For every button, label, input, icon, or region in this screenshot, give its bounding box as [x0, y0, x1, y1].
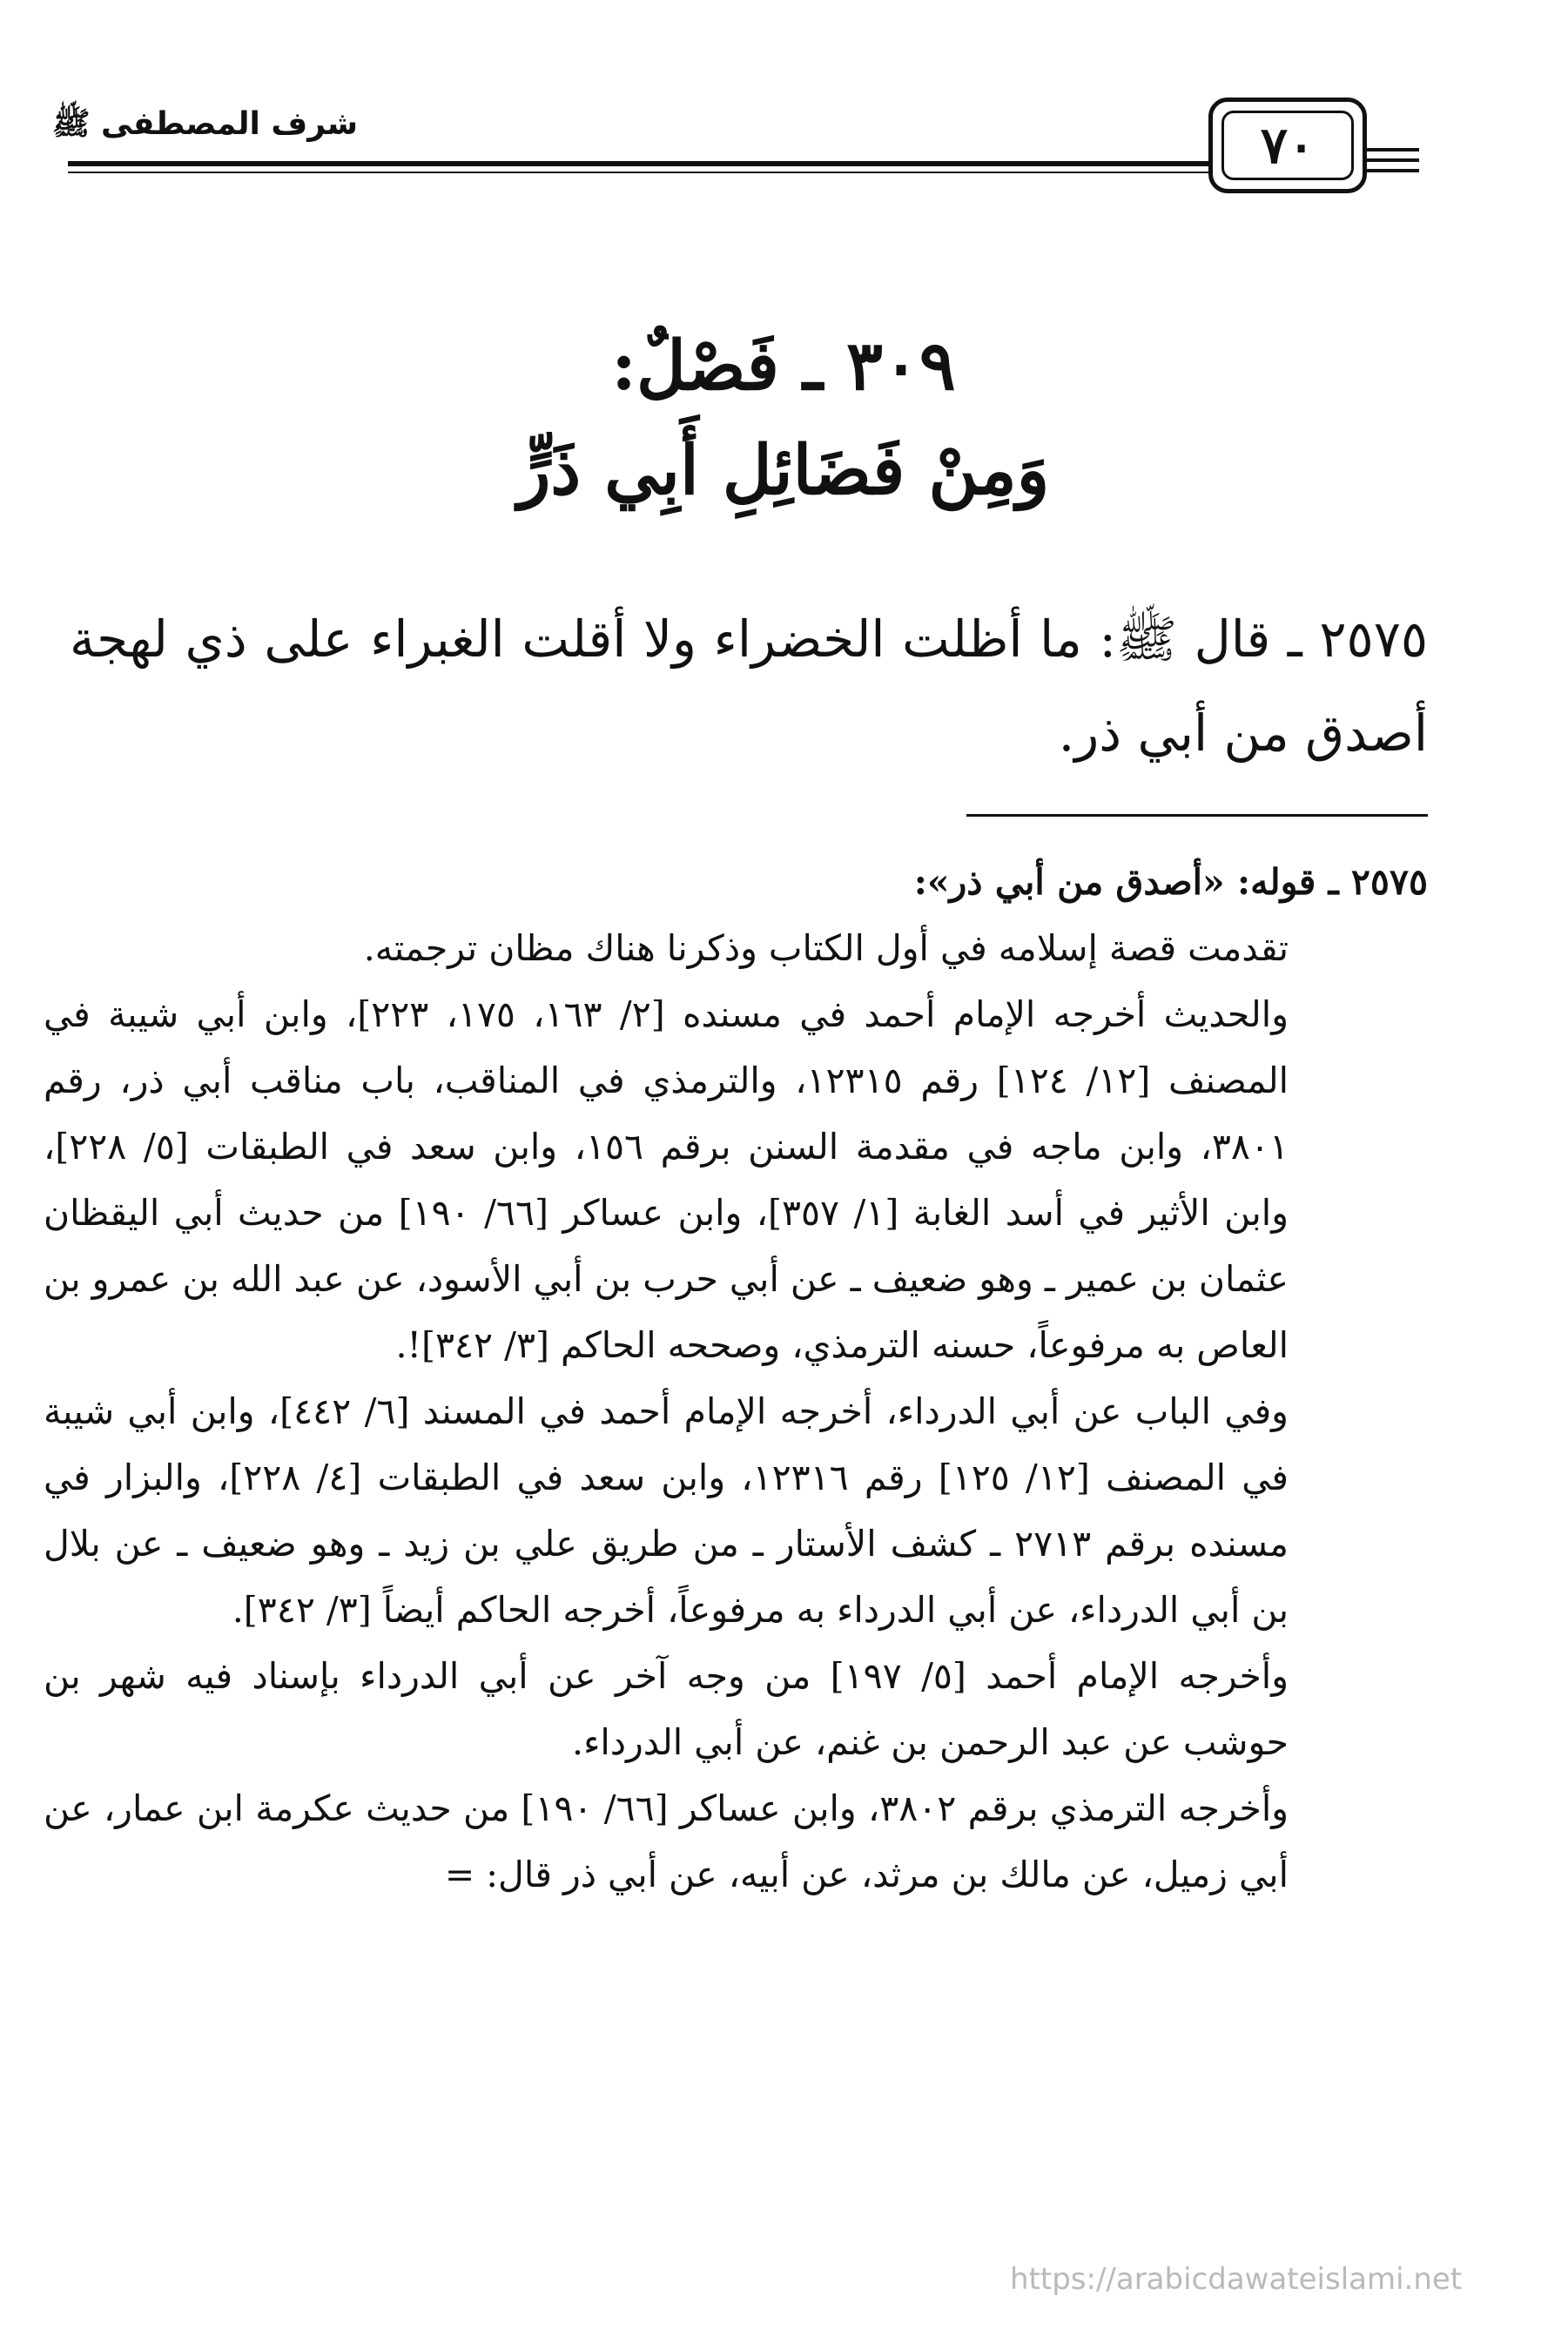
footnote-paragraph: وفي الباب عن أبي الدرداء، أخرجه الإمام أحمد في المسند [٦/ ٤٤٢]، وابن أبي شيبة في المصنف [١٢/ ١٢٥] رقم ١٢٣١٦، وابن سعد في الطبقات [٤/ ٢٢٨]، والبزار في مسنده برقم ٢٧١٣ ـ كشف الأستار ـ من طريق علي بن زيد ـ وهو ضعيف ـ عن بلال بن أبي الدرداء، عن أبي الدرداء به مرفوعاً، أخرجه الحاكم أيضاً [٣/ ٣٤٢].	[44, 1390, 1289, 1631]
header-rule-ornament	[1367, 148, 1419, 151]
header-rule-ornament	[1367, 169, 1419, 172]
page-number-frame	[1208, 98, 1367, 193]
footnote-paragraph: وأخرجه الإمام أحمد [٥/ ١٩٧] من وجه آخر عن أبي الدرداء بإسناد فيه شهر بن حوشب عن عبد الرحمن بن غنم، عن أبي الدرداء.	[44, 1655, 1289, 1763]
chapter-number: ٣٠٩ ـ فَصْلٌ:	[611, 326, 956, 406]
header-rule-ornament	[1367, 158, 1419, 162]
watermark-url: https://arabicdawateislami.net	[1010, 2262, 1463, 2297]
footnote-paragraph: وأخرجه الترمذي برقم ٣٨٠٢، وابن عساكر [٦٦/ ١٩٠] من حديث عكرمة ابن عمار، عن أبي زميل، عن مالك بن مرثد، عن أبيه، عن أبي ذر قال: =	[44, 1787, 1289, 1895]
footnotes	[44, 849, 1428, 1908]
footnote-paragraph: والحديث أخرجه الإمام أحمد في مسنده [٢/ ١٦٣، ١٧٥، ٢٢٣]، وابن أبي شيبة في المصنف [١٢/ ١٢٤] رقم ١٢٣١٥، والترمذي في المناقب، باب مناقب أبي ذر، رقم ٣٨٠١، وابن ماجه في مقدمة السنن برقم ١٥٦، وابن سعد في الطبقات [٥/ ٢٢٨]، وابن الأثير في أسد الغابة [١/ ٣٥٧]، وابن عساكر [٦٦/ ١٩٠] من حديث أبي اليقظان عثمان بن عمير ـ وهو ضعيف ـ عن أبي حرب بن أبي الأسود، عن عبد الله بن عمرو بن العاص به مرفوعاً، حسنه الترمذي، وصححه الحاكم [٣/ ٣٤٢]!.	[44, 993, 1289, 1366]
header-rule-thick	[68, 161, 1208, 166]
chapter-title: وَمِنْ فَضَائِلِ أَبِي ذَرٍّ	[517, 431, 1050, 510]
footnote-separator	[966, 814, 1428, 817]
hadith-text	[70, 592, 1428, 780]
running-title: شرف المصطفى ﷺ	[52, 106, 359, 142]
footnote-heading: ٢٥٧٥ ـ قوله: «أصدق من أبي ذر»:	[913, 861, 1428, 903]
footnote-paragraph: تقدمت قصة إسلامه في أول الكتاب وذكرنا هناك مظان ترجمته.	[363, 927, 1289, 969]
page-number: ٧٠	[1221, 111, 1354, 180]
hadith-paragraph: ٢٥٧٥ ـ قال ﷺ: ما أظلت الخضراء ولا أقلت الغبراء على ذي لهجة أصدق من أبي ذر.	[70, 609, 1428, 763]
header-rule-thin	[68, 172, 1208, 173]
